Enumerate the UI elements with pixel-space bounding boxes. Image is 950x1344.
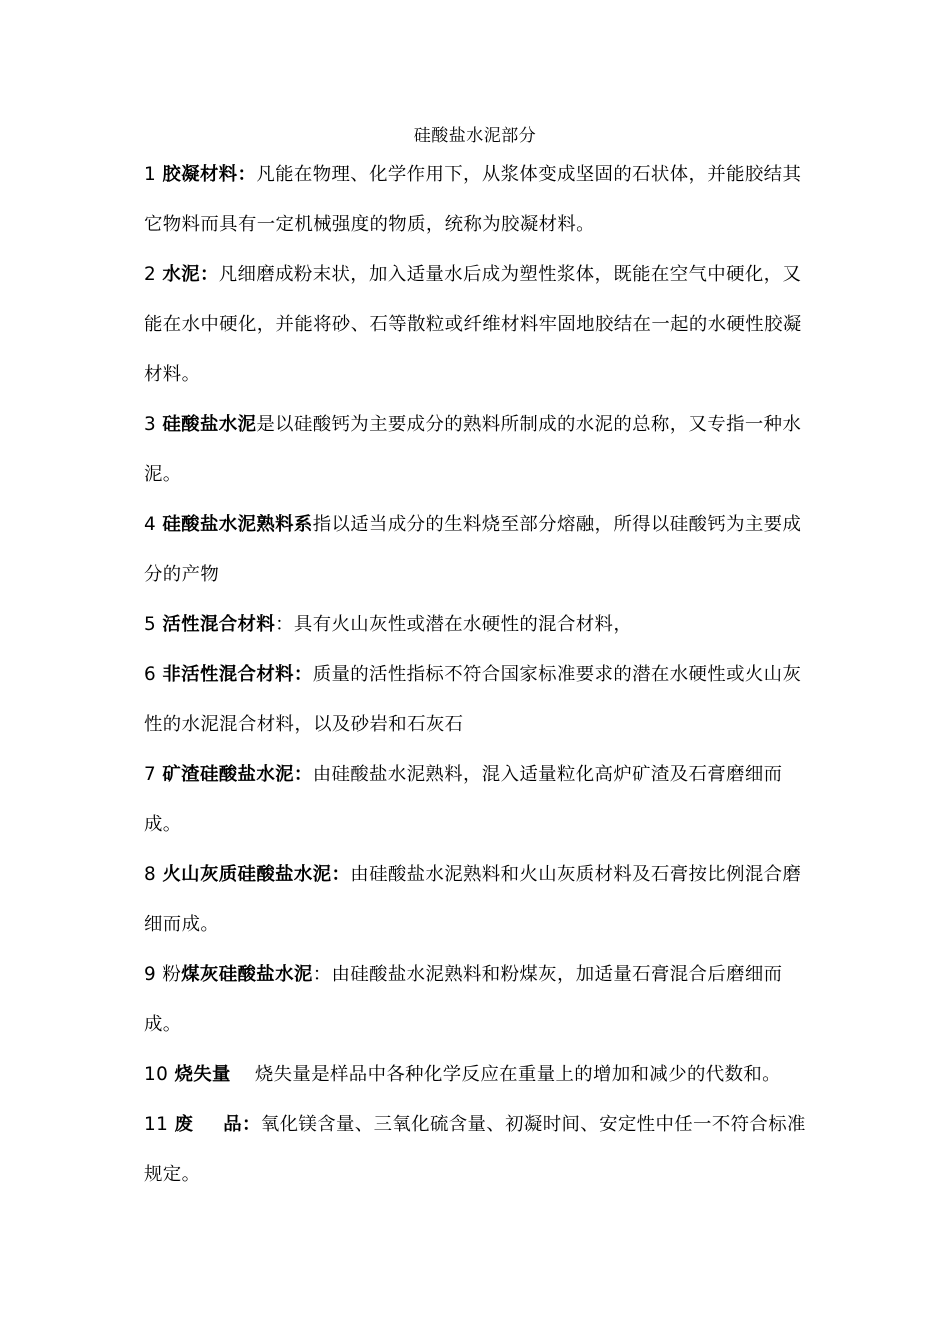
entry-term: 硅酸盐水泥 <box>162 414 257 435</box>
entry-number: 6 <box>144 664 163 685</box>
definition-entry-7 <box>144 750 810 850</box>
entry-number: 2 <box>144 264 163 285</box>
entry-term: 非活性混合材料： <box>162 664 313 685</box>
entry-text: 氧化镁含量、三氧化硫含量、初凝时间、安定性中任一不符合标准规定。 <box>144 1114 806 1185</box>
entry-text: 指以适当成分的生料烧至部分熔融，所得以硅酸钙为主要成分的产物 <box>144 514 802 585</box>
entry-number: 5 <box>144 614 163 635</box>
definition-entry-11 <box>144 1100 810 1200</box>
entry-term: 烧失量 <box>174 1064 231 1085</box>
entry-term: 矿渣硅酸盐水泥： <box>162 764 313 785</box>
definition-entry-10 <box>144 1050 810 1100</box>
entry-number: 11 <box>144 1114 175 1135</box>
document-body <box>144 150 810 1200</box>
entry-term: 煤灰硅酸盐水泥 <box>181 964 313 985</box>
document-title: 硅酸盐水泥部分 <box>413 126 537 146</box>
entry-number: 3 <box>144 414 163 435</box>
entry-term-part-b: 品： <box>223 1114 261 1135</box>
entry-number: 8 <box>144 864 163 885</box>
entry-number: 10 <box>144 1064 175 1085</box>
entry-number: 7 <box>144 764 163 785</box>
entry-number: 1 <box>144 164 163 185</box>
definition-entry-5 <box>144 600 810 650</box>
entry-text: 由硅酸盐水泥熟料，混入适量粒化高炉矿渣及石膏磨细而成。 <box>144 764 783 835</box>
definition-entry-4 <box>144 500 810 600</box>
entry-term-part-a: 废 <box>174 1114 194 1135</box>
definition-entry-3 <box>144 400 810 500</box>
entry-term: 硅酸盐水泥熟料系 <box>162 514 313 535</box>
definition-entry-2 <box>144 250 810 400</box>
entry-text: ：具有火山灰性或潜在水硬性的混合材料， <box>275 614 633 635</box>
entry-term: 胶凝材料： <box>162 164 257 185</box>
entry-text: 由硅酸盐水泥熟料和火山灰质材料及石膏按比例混合磨细而成。 <box>144 864 802 935</box>
entry-term: 火山灰质硅酸盐水泥： <box>162 864 351 885</box>
entry-text: 凡能在物理、化学作用下，从浆体变成坚固的石状体，并能胶结其它物料而具有一定机械强度的物质，统称为胶凝材料。 <box>144 164 802 235</box>
definition-entry-6 <box>144 650 810 750</box>
entry-text: ：由硅酸盐水泥熟料和粉煤灰，加适量石膏混合后磨细而成。 <box>144 964 783 1035</box>
entry-number: 9 粉 <box>144 964 182 985</box>
definition-entry-1 <box>144 150 810 250</box>
entry-term: 活性混合材料 <box>162 614 276 635</box>
entry-text: 凡细磨成粉末状，加入适量水后成为塑性浆体，既能在空气中硬化，又能在水中硬化，并能将砂、石等散粒或纤维材料牢固地胶结在一起的水硬性胶凝材料。 <box>144 264 802 385</box>
entry-text: 质量的活性指标不符合国家标准要求的潜在水硬性或火山灰性的水泥混合材料，以及砂岩和石灰石 <box>144 664 802 735</box>
entry-text: 是以硅酸钙为主要成分的熟料所制成的水泥的总称，又专指一种水泥。 <box>144 414 802 485</box>
definition-entry-8 <box>144 850 810 950</box>
definition-entry-9 <box>144 950 810 1050</box>
entry-text: 烧失量是样品中各种化学反应在重量上的增加和减少的代数和。 <box>254 1064 781 1085</box>
entry-number: 4 <box>144 514 163 535</box>
entry-term: 水泥： <box>162 264 219 285</box>
